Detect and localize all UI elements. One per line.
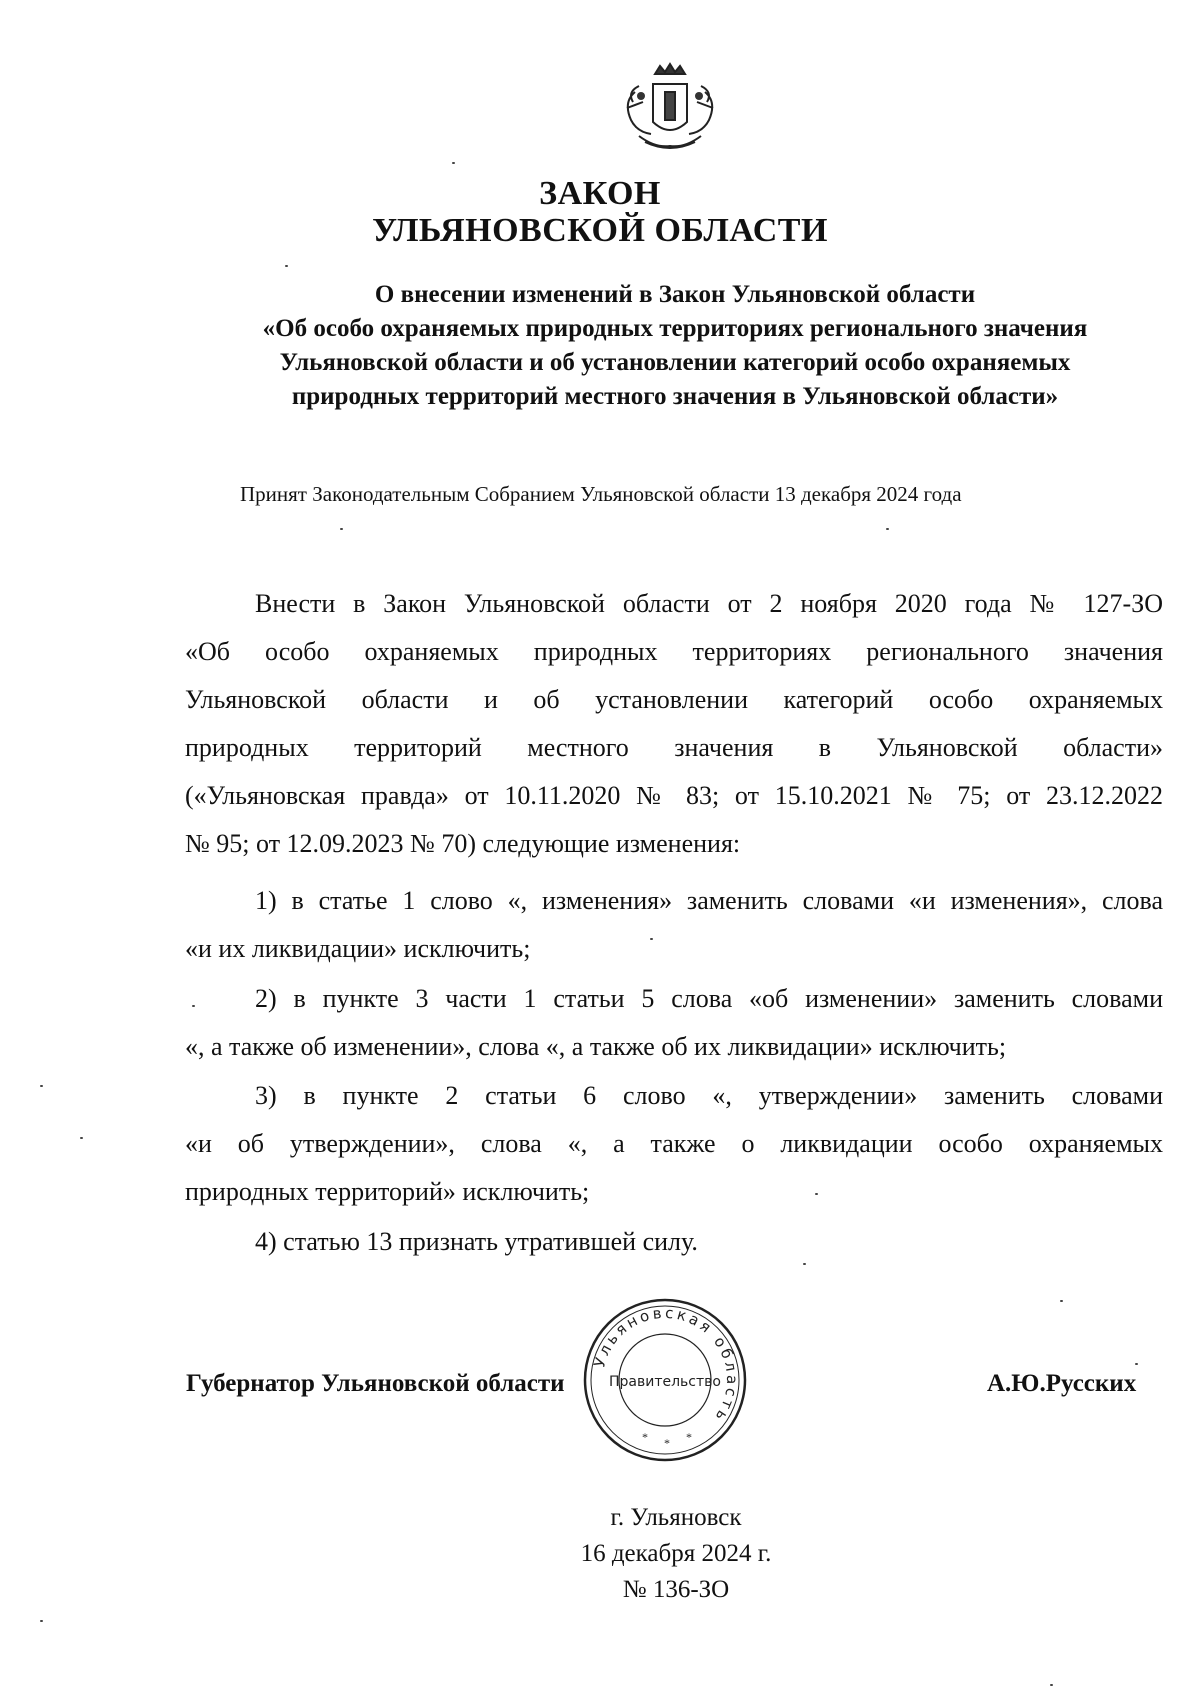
paragraph-line: природных территорий» исключить; xyxy=(185,1177,590,1206)
paragraph-line: 1) в статье 1 слово «, изменения» заменить словами «и изменения», слова xyxy=(255,886,1163,915)
issue-city: г. Ульяновск xyxy=(610,1504,742,1531)
svg-text:*: * xyxy=(642,1430,648,1444)
amendment-item-2 xyxy=(185,975,1163,1071)
scan-speck xyxy=(40,1620,43,1622)
paragraph-line: Внести в Закон Ульяновской области от 2 ноября 2020 года № 127-ЗО xyxy=(255,589,1163,618)
scan-speck xyxy=(452,162,455,164)
amendment-item-4 xyxy=(185,1218,1163,1266)
subject-line: «Об особо охраняемых природных территориях регионального значения xyxy=(262,315,1088,342)
law-number: № 136-ЗО xyxy=(622,1576,730,1603)
scan-speck xyxy=(40,1085,43,1087)
paragraph-line: «и их ликвидации» исключить; xyxy=(185,934,531,963)
subject-line: природных территорий местного значения в Ульяновской области» xyxy=(291,383,1059,410)
law-heading: ЗАКОН xyxy=(539,175,661,212)
intro-paragraph xyxy=(185,580,1163,868)
svg-text:Ульяновская область xyxy=(590,1304,741,1427)
law-subject xyxy=(150,278,1200,414)
amendment-item-3 xyxy=(185,1072,1163,1216)
amendment-item-1 xyxy=(185,877,1163,973)
paragraph-line: «Об особо охраняемых природных территориях регионального значения xyxy=(185,637,1163,666)
subject-line: Ульяновской области и об установлении категорий особо охраняемых xyxy=(279,349,1071,376)
scan-speck xyxy=(285,265,288,267)
paragraph-line: Ульяновской области и об установлении категорий особо охраняемых xyxy=(185,685,1163,714)
signatory-position: Губернатор Ульяновской области xyxy=(186,1370,565,1397)
scan-speck xyxy=(1050,1684,1053,1686)
issue-date: 16 декабря 2024 г. xyxy=(580,1540,772,1567)
paragraph-line: 3) в пункте 2 статьи 6 слово «, утверждении» заменить словами xyxy=(255,1081,1163,1110)
region-heading: УЛЬЯНОВСКОЙ ОБЛАСТИ xyxy=(372,212,828,249)
scan-speck xyxy=(803,1263,806,1265)
signatory-name: А.Ю.Русских xyxy=(987,1370,1137,1397)
scan-speck xyxy=(1060,1300,1063,1302)
scan-speck xyxy=(80,1137,83,1139)
scan-speck xyxy=(340,528,343,530)
subject-line: О внесении изменений в Закон Ульяновской области xyxy=(374,281,976,308)
svg-text:*: * xyxy=(686,1430,692,1444)
scan-speck xyxy=(886,528,889,530)
coat-of-arms-icon xyxy=(615,62,725,162)
issue-details xyxy=(0,1500,1200,1608)
paragraph-line: 4) статью 13 признать утратившей силу. xyxy=(255,1227,698,1256)
paragraph-line: («Ульяновская правда» от 10.11.2020 № 83; от 15.10.2021 № 75; от 23.12.2022 xyxy=(185,781,1163,810)
scan-speck xyxy=(192,1005,195,1007)
scan-speck xyxy=(815,1193,818,1195)
scan-speck xyxy=(650,938,653,940)
adoption-note: Принят Законодательным Собранием Ульяновской области 13 декабря 2024 года xyxy=(240,482,962,506)
paragraph-line: № 95; от 12.09.2023 № 70) следующие изменения: xyxy=(185,829,741,858)
seal-ring-text: Ульяновская область xyxy=(590,1303,742,1427)
paragraph-line: природных территорий местного значения в Ульяновской области» xyxy=(185,733,1163,762)
scan-speck xyxy=(1135,1363,1138,1365)
svg-text:*: * xyxy=(664,1436,670,1450)
paragraph-line: «и об утверждении», слова «, а также о ликвидации особо охраняемых xyxy=(185,1129,1163,1158)
paragraph-line: «, а также об изменении», слова «, а также об их ликвидации» исключить; xyxy=(185,1032,1007,1061)
official-seal xyxy=(580,1295,750,1465)
seal-center-text: Правительство xyxy=(609,1374,721,1390)
paragraph-line: 2) в пункте 3 части 1 статьи 5 слова «об изменении» заменить словами xyxy=(255,984,1163,1013)
